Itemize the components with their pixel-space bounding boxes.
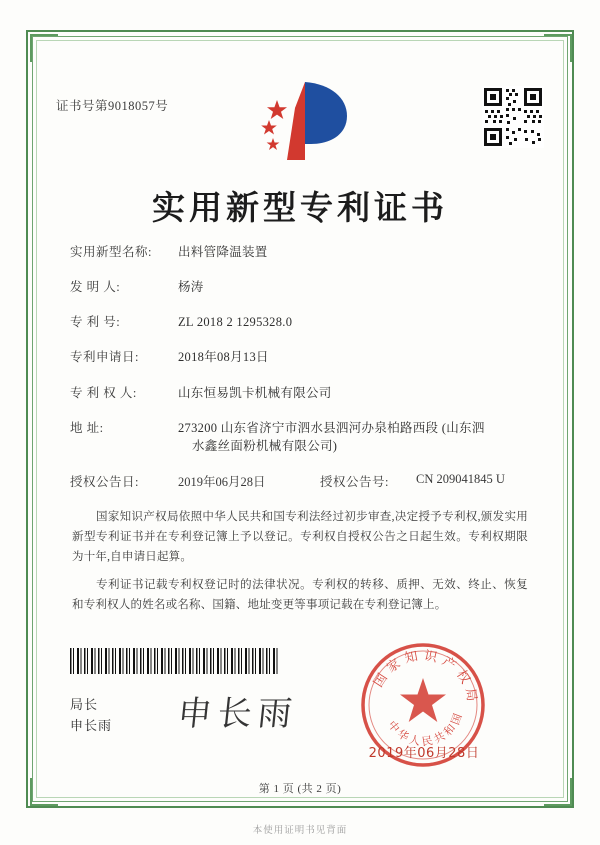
svg-text:国家知识产权局: 国家知识产权局 bbox=[371, 648, 480, 708]
handwritten-signature: 申长雨 bbox=[175, 694, 300, 734]
field-value-inventor: 杨涛 bbox=[178, 280, 204, 295]
field-patent-number bbox=[70, 313, 540, 331]
field-label-grant-number: 授权公告号: bbox=[320, 474, 389, 489]
field-grant-row bbox=[70, 472, 540, 490]
field-grant-date bbox=[70, 472, 320, 490]
field-label-inventor: 发 明 人: bbox=[70, 280, 121, 295]
seal-date: 2019年06月28日 bbox=[368, 746, 480, 761]
certificate-number: 证书号第9018057号 bbox=[56, 99, 169, 113]
field-label-patentee: 专 利 权 人: bbox=[70, 385, 137, 400]
patent-office-emblem-icon bbox=[247, 78, 353, 164]
field-value-patent-number: ZL 2018 2 1295328.0 bbox=[178, 315, 293, 330]
field-utility-model-name bbox=[70, 243, 540, 261]
field-value-patentee: 山东恒易凯卡机械有限公司 bbox=[178, 385, 332, 400]
page-number: 第 1 页 (共 2 页) bbox=[258, 783, 342, 795]
field-inventor bbox=[70, 278, 540, 296]
field-label-application-date: 专利申请日: bbox=[70, 350, 139, 365]
signature-role-label: 局长 bbox=[70, 697, 99, 712]
qr-code-icon bbox=[482, 86, 544, 148]
field-value-grant-number: CN 209041845 U bbox=[416, 471, 505, 486]
corner-ornament-top-right bbox=[544, 34, 572, 62]
legal-paragraph-1: 国家知识产权局依照中华人民共和国专利法经过初步审查,决定授予专利权,颁发实用新型专利证书并在专利登记簿上予以登记。专利权自授权公告之日起生效。专利权期限为十年,自申请日起算。 bbox=[72, 511, 528, 563]
corner-ornament-top-left bbox=[30, 34, 58, 62]
svg-text:中华人民共和国: 中华人民共和国 bbox=[385, 709, 466, 749]
field-label-name: 实用新型名称: bbox=[70, 245, 152, 259]
field-value-name: 出料管降温装置 bbox=[178, 245, 268, 259]
page-title: 实用新型专利证书 bbox=[152, 188, 448, 227]
field-patentee bbox=[70, 384, 540, 402]
legal-paragraph-2: 专利证书记载专利权登记时的法律状况。专利权的转移、质押、无效、终止、恢复和专利权人的姓名或名称、国籍、地址变更等事项记载在专利登记簿上。 bbox=[72, 579, 528, 612]
field-value-grant-date: 2019年06月28日 bbox=[178, 474, 266, 489]
field-label-patent-number: 专 利 号: bbox=[70, 315, 121, 330]
field-value-address-line2: 水鑫丝面粉机械有限公司) bbox=[192, 438, 338, 453]
barcode-icon bbox=[70, 648, 278, 674]
field-value-application-date: 2018年08月13日 bbox=[178, 350, 269, 365]
field-address bbox=[70, 419, 540, 455]
signature-name-label: 申长雨 bbox=[70, 718, 113, 734]
footer-note: 本使用证明书见背面 bbox=[252, 826, 348, 836]
field-application-date bbox=[70, 348, 540, 366]
field-grant-number bbox=[320, 472, 540, 490]
certificate-fields bbox=[70, 243, 540, 502]
field-value-address-wrap bbox=[178, 419, 540, 455]
legal-body-text bbox=[72, 508, 528, 625]
field-label-address: 地 址: bbox=[70, 420, 104, 435]
signature-block bbox=[70, 694, 112, 737]
field-value-address-line1: 273200 山东省济宁市泗水县泗河办泉柏路西段 (山东泗 bbox=[178, 420, 485, 435]
field-label-grant-date: 授权公告日: bbox=[70, 474, 139, 489]
